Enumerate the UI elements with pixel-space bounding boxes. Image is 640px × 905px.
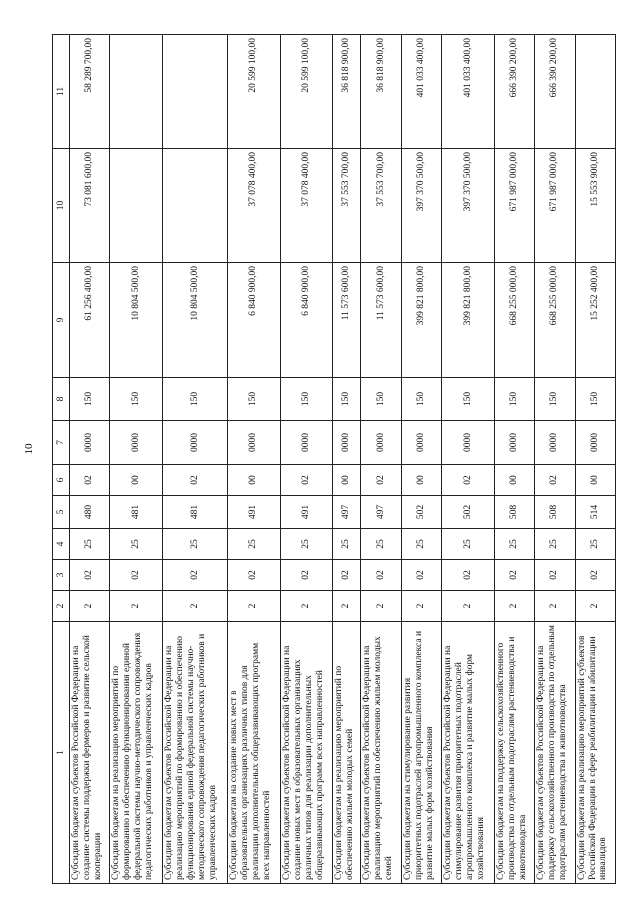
- row-value-cell: 401 033 400,00: [401, 35, 441, 149]
- table-row: [70, 35, 110, 884]
- table-row: [228, 35, 281, 884]
- row-value-cell: 37 078 400,00: [280, 149, 333, 263]
- row-value-cell: 150: [442, 378, 495, 421]
- row-name-cell: Субсидии бюджетам на реализацию мероприятий субъектов Российской Федерации в сфере реабилитации и абилитации инвалидов: [575, 622, 615, 884]
- row-value-cell: 399 821 800,00: [442, 263, 495, 378]
- row-value-cell: [575, 35, 615, 149]
- row-value-cell: 02: [280, 560, 333, 591]
- row-name-cell: Субсидии бюджетам субъектов Российской Федерации на создание новых мест в образовательных организациях различных типов для реализации дополнительных общеразвивающих программ всех направленностей: [280, 622, 333, 884]
- row-value-cell: 671 987 000,00: [494, 149, 534, 263]
- row-value-cell: 150: [70, 378, 110, 421]
- row-value-cell: 480: [70, 496, 110, 529]
- row-value-cell: 514: [575, 496, 615, 529]
- row-value-cell: 0000: [494, 421, 534, 465]
- row-value-cell: 150: [535, 378, 575, 421]
- row-value-cell: 2: [110, 591, 163, 622]
- header-cell: 5: [53, 496, 70, 529]
- row-value-cell: 25: [110, 529, 163, 560]
- row-value-cell: 0000: [401, 421, 441, 465]
- row-value-cell: 58 289 700,00: [70, 35, 110, 149]
- row-value-cell: 6 840 900,00: [228, 263, 281, 378]
- row-value-cell: 150: [280, 378, 333, 421]
- row-value-cell: 02: [535, 560, 575, 591]
- row-value-cell: 25: [401, 529, 441, 560]
- row-value-cell: 0000: [333, 421, 361, 465]
- row-value-cell: 02: [401, 560, 441, 591]
- row-value-cell: 491: [280, 496, 333, 529]
- row-value-cell: 02: [361, 465, 401, 496]
- header-cell: 7: [53, 421, 70, 465]
- row-value-cell: 397 370 500,00: [442, 149, 495, 263]
- row-value-cell: 0000: [163, 421, 228, 465]
- header-cell: 4: [53, 529, 70, 560]
- header-cell: 8: [53, 378, 70, 421]
- row-value-cell: 25: [575, 529, 615, 560]
- row-value-cell: 25: [333, 529, 361, 560]
- row-value-cell: 02: [70, 560, 110, 591]
- table-row: [163, 35, 228, 884]
- row-name-cell: Субсидии бюджетам субъектов Российской Федерации на стимулирование развития приоритетных подотраслей агропромышленного комплекса и развитие малых форм хозяйствования: [442, 622, 495, 884]
- row-value-cell: 02: [163, 560, 228, 591]
- row-value-cell: 150: [163, 378, 228, 421]
- row-value-cell: 6 840 900,00: [280, 263, 333, 378]
- row-value-cell: 666 390 200,00: [535, 35, 575, 149]
- row-value-cell: 401 033 400,00: [442, 35, 495, 149]
- header-cell: 2: [53, 591, 70, 622]
- row-name-cell: Субсидии бюджетам субъектов Российской Федерации на создание системы поддержки фермеров и развитие сельской кооперации: [70, 622, 110, 884]
- row-name-cell: Субсидии бюджетам на создание новых мест в образовательных организациях различных типов для реализации дополнительных общеразвивающих программ всех направленностей: [228, 622, 281, 884]
- row-value-cell: 37 553 700,00: [361, 149, 401, 263]
- row-value-cell: 02: [280, 465, 333, 496]
- row-value-cell: 150: [110, 378, 163, 421]
- row-value-cell: 20 599 100,00: [228, 35, 281, 149]
- row-value-cell: 0000: [361, 421, 401, 465]
- table-body: [70, 35, 616, 884]
- row-value-cell: 00: [228, 465, 281, 496]
- row-value-cell: 508: [494, 496, 534, 529]
- row-value-cell: 10 804 500,00: [163, 263, 228, 378]
- row-value-cell: 2: [163, 591, 228, 622]
- table-row: [110, 35, 163, 884]
- row-value-cell: 00: [575, 465, 615, 496]
- row-value-cell: 20 599 100,00: [280, 35, 333, 149]
- row-value-cell: 36 818 900,00: [361, 35, 401, 149]
- table-row: [494, 35, 534, 884]
- row-value-cell: 2: [442, 591, 495, 622]
- row-value-cell: 00: [333, 465, 361, 496]
- row-value-cell: 497: [361, 496, 401, 529]
- row-value-cell: 502: [442, 496, 495, 529]
- row-value-cell: 02: [442, 465, 495, 496]
- row-name-cell: Субсидии бюджетам субъектов Российской Федерации на реализацию мероприятий по формированию и обеспечению функционирования единой федеральной системы научно-методического сопровождения педагогических работников и управленческих кадров: [163, 622, 228, 884]
- row-value-cell: 00: [401, 465, 441, 496]
- row-value-cell: 0000: [280, 421, 333, 465]
- row-value-cell: 00: [110, 465, 163, 496]
- row-value-cell: 666 390 200,00: [494, 35, 534, 149]
- row-value-cell: [163, 35, 228, 149]
- row-value-cell: 02: [70, 465, 110, 496]
- row-value-cell: 481: [110, 496, 163, 529]
- header-cell: 6: [53, 465, 70, 496]
- row-value-cell: 37 078 400,00: [228, 149, 281, 263]
- row-value-cell: 497: [333, 496, 361, 529]
- row-value-cell: 2: [401, 591, 441, 622]
- row-value-cell: 0000: [228, 421, 281, 465]
- row-value-cell: 61 256 400,00: [70, 263, 110, 378]
- row-value-cell: [163, 149, 228, 263]
- table-row: [575, 35, 615, 884]
- row-value-cell: 668 255 000,00: [494, 263, 534, 378]
- row-value-cell: [110, 35, 163, 149]
- budget-table: [52, 34, 616, 884]
- rotated-page: [52, 35, 616, 884]
- row-name-cell: Субсидии бюджетам на стимулирование развития приоритетных подотраслей агропромышленного комплекса и развитие малых форм хозяйствования: [401, 622, 441, 884]
- header-cell: 3: [53, 560, 70, 591]
- header-row: [53, 35, 70, 884]
- table-row: [535, 35, 575, 884]
- row-value-cell: 2: [228, 591, 281, 622]
- row-value-cell: 73 081 600,00: [70, 149, 110, 263]
- row-value-cell: 25: [535, 529, 575, 560]
- row-value-cell: 00: [494, 465, 534, 496]
- row-value-cell: 2: [535, 591, 575, 622]
- header-cell: 10: [53, 149, 70, 263]
- row-value-cell: 25: [494, 529, 534, 560]
- row-value-cell: 25: [361, 529, 401, 560]
- table-row: [401, 35, 441, 884]
- table-row: [333, 35, 361, 884]
- row-value-cell: [110, 149, 163, 263]
- row-value-cell: 399 821 800,00: [401, 263, 441, 378]
- row-value-cell: 2: [494, 591, 534, 622]
- row-value-cell: 2: [280, 591, 333, 622]
- table-row: [361, 35, 401, 884]
- row-value-cell: 02: [494, 560, 534, 591]
- row-value-cell: 0000: [535, 421, 575, 465]
- row-name-cell: Субсидии бюджетам на реализацию мероприятий по формированию и обеспечению функционирования единой федеральной системы научно-методического сопровождения педагогических работников и управленческих кадров: [110, 622, 163, 884]
- row-value-cell: 150: [401, 378, 441, 421]
- row-name-cell: Субсидии бюджетам субъектов Российской Федерации на реализацию мероприятий по обеспечению жильем молодых семей: [361, 622, 401, 884]
- row-value-cell: 2: [361, 591, 401, 622]
- row-value-cell: 2: [333, 591, 361, 622]
- row-value-cell: 2: [70, 591, 110, 622]
- row-value-cell: 15 252 400,00: [575, 263, 615, 378]
- row-value-cell: 150: [494, 378, 534, 421]
- row-value-cell: 02: [535, 465, 575, 496]
- row-value-cell: 15 553 900,00: [575, 149, 615, 263]
- header-cell: 1: [53, 622, 70, 884]
- table-row: [442, 35, 495, 884]
- row-value-cell: 02: [228, 560, 281, 591]
- row-name-cell: Субсидии бюджетам на поддержку сельскохозяйственного производства по отдельным подотраслям растениеводства и животноводства: [494, 622, 534, 884]
- row-value-cell: 11 573 600,00: [361, 263, 401, 378]
- row-value-cell: 25: [228, 529, 281, 560]
- row-value-cell: 502: [401, 496, 441, 529]
- row-name-cell: Субсидии бюджетам на реализацию мероприятий по обеспечению жильем молодых семей: [333, 622, 361, 884]
- row-value-cell: 150: [333, 378, 361, 421]
- row-value-cell: 150: [361, 378, 401, 421]
- row-value-cell: 02: [110, 560, 163, 591]
- row-value-cell: 02: [442, 560, 495, 591]
- row-value-cell: 25: [280, 529, 333, 560]
- row-value-cell: 25: [163, 529, 228, 560]
- row-value-cell: 0000: [110, 421, 163, 465]
- row-value-cell: 36 818 900,00: [333, 35, 361, 149]
- row-value-cell: 508: [535, 496, 575, 529]
- table-row: [280, 35, 333, 884]
- page-number: 10: [23, 443, 35, 455]
- row-value-cell: 150: [228, 378, 281, 421]
- row-value-cell: 02: [361, 560, 401, 591]
- row-value-cell: 02: [333, 560, 361, 591]
- row-value-cell: 25: [442, 529, 495, 560]
- row-value-cell: 0000: [575, 421, 615, 465]
- row-value-cell: 668 255 000,00: [535, 263, 575, 378]
- row-value-cell: 37 553 700,00: [333, 149, 361, 263]
- row-value-cell: 11 573 600,00: [333, 263, 361, 378]
- row-value-cell: 02: [575, 560, 615, 591]
- row-value-cell: 491: [228, 496, 281, 529]
- header-cell: 9: [53, 263, 70, 378]
- row-name-cell: Субсидии бюджетам субъектов Российской Федерации на поддержку сельскохозяйственного производства по отдельным подотраслям растениеводства и животноводства: [535, 622, 575, 884]
- row-value-cell: 10 804 500,00: [110, 263, 163, 378]
- row-value-cell: 671 987 000,00: [535, 149, 575, 263]
- row-value-cell: 397 370 500,00: [401, 149, 441, 263]
- row-value-cell: 02: [163, 465, 228, 496]
- row-value-cell: 481: [163, 496, 228, 529]
- row-value-cell: 0000: [70, 421, 110, 465]
- row-value-cell: 150: [575, 378, 615, 421]
- row-value-cell: 25: [70, 529, 110, 560]
- row-value-cell: 0000: [442, 421, 495, 465]
- header-cell: 11: [53, 35, 70, 149]
- row-value-cell: 2: [575, 591, 615, 622]
